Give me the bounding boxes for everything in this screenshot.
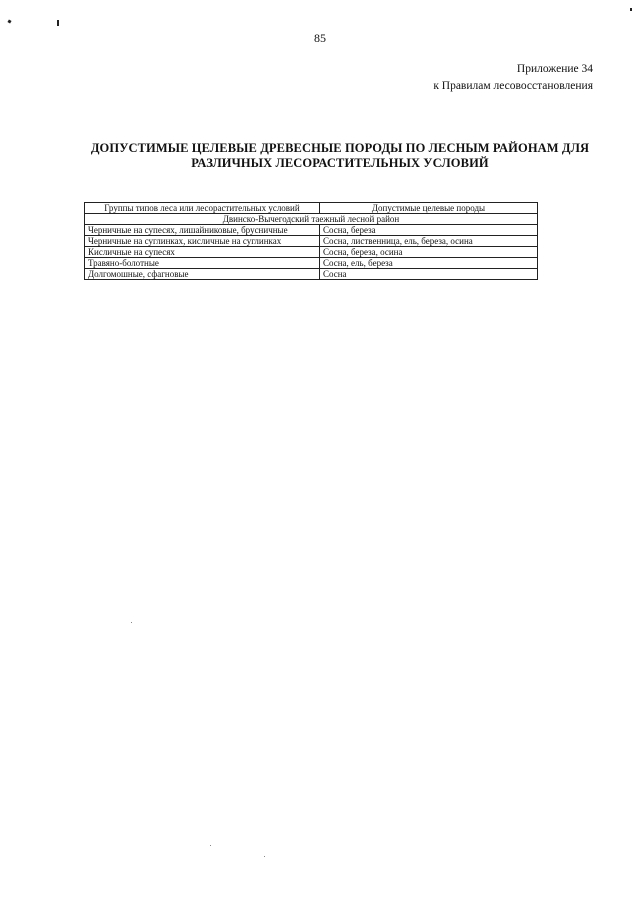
document-title-line: ДОПУСТИМЫЕ ЦЕЛЕВЫЕ ДРЕВЕСНЫЕ ПОРОДЫ ПО ЛЕСНЫМ РАЙОНАМ ДЛЯ [90,141,590,155]
table-row [85,258,538,269]
target-species: Сосна, лиственница, ель, береза, осина [320,236,538,247]
forest-type-group: Кисличные на супесях [85,247,320,258]
scan-artifact-mark [57,20,59,26]
table-row [85,236,538,247]
forest-type-group: Травяно-болотные [85,258,320,269]
appendix-rules: к Правилам лесовосстановления [433,80,593,92]
column-header-groups: Группы типов леса или лесорастительных условий [85,203,320,214]
forest-type-group: Черничные на супесях, лишайниковые, брусничные [85,225,320,236]
appendix-reference [433,61,593,95]
table-row [85,269,538,280]
scan-artifact-dot [131,622,132,623]
page-number: 85 [314,31,326,45]
region-name: Двинско-Вычегодский таежный лесной район [85,214,538,225]
target-species: Сосна [320,269,538,280]
table-row [85,247,538,258]
appendix-number: Приложение 34 [516,63,593,75]
scan-artifact-mark [7,19,11,23]
column-header-species: Допустимые целевые породы [320,203,538,214]
document-title [60,141,620,171]
target-species: Сосна, ель, береза [320,258,538,269]
table-row [85,225,538,236]
species-table [84,202,538,280]
table-header-row [85,203,538,214]
document-title-line: РАЗЛИЧНЫХ ЛЕСОРАСТИТЕЛЬНЫХ УСЛОВИЙ [191,156,489,170]
scan-artifact-mark [630,8,632,11]
forest-type-group: Черничные на суглинках, кисличные на суглинках [85,236,320,247]
target-species: Сосна, береза [320,225,538,236]
scan-artifact-dot [264,856,265,857]
target-species: Сосна, береза, осина [320,247,538,258]
scan-artifact-dot [210,845,211,846]
region-row [85,214,538,225]
forest-type-group: Долгомошные, сфагновые [85,269,320,280]
